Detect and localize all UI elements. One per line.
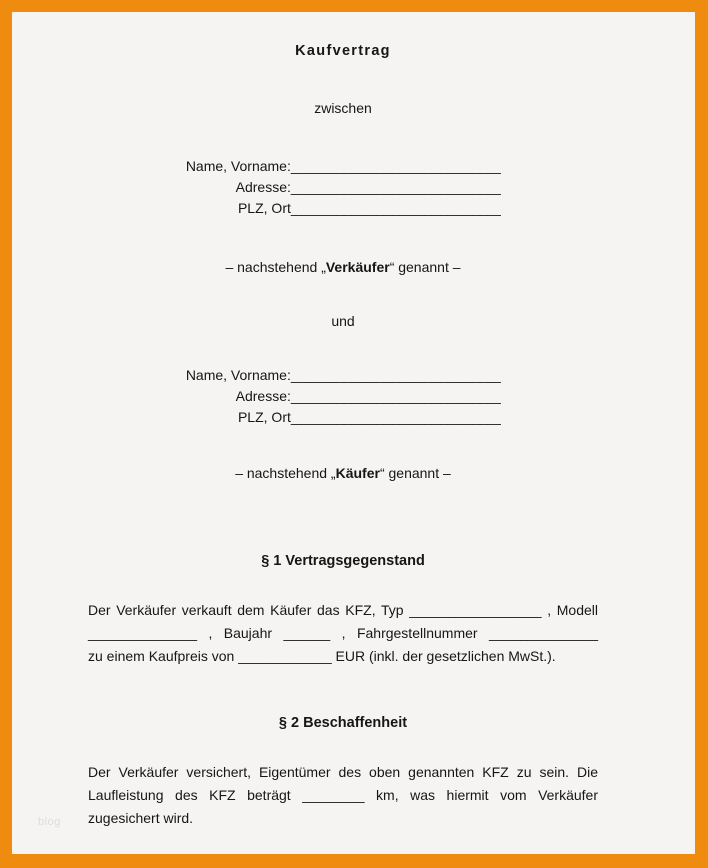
seller-details-block [185, 156, 501, 219]
watermark-text: blog [38, 816, 61, 828]
document-title: Kaufvertrag [295, 43, 391, 59]
seller-designation-term: Verkäufer [325, 259, 390, 275]
section-1-heading: § 1 Vertragsgegenstand [261, 553, 425, 569]
section-2-heading: § 2 Beschaffenheit [278, 715, 408, 731]
buyer-city-label: PLZ, Ort [237, 409, 291, 425]
buyer-designation-post: “ genannt – [379, 465, 451, 481]
seller-address-row [185, 177, 501, 198]
seller-address-blank-line: __________________________ [290, 179, 502, 195]
buyer-address-row [185, 386, 501, 407]
buyer-designation-term: Käufer [335, 465, 380, 481]
buyer-name-blank-line: __________________________ [290, 367, 502, 383]
seller-name-label: Name, Vorname: [185, 158, 291, 174]
buyer-city-blank-line: __________________________ [290, 409, 502, 425]
section-1-line-3: zu einem Kaufpreis von ____________ EUR (inkl. der gesetzlichen MwSt.). [88, 648, 556, 664]
buyer-name-row [185, 365, 501, 386]
section-1-line-2: ______________ , Baujahr ______ , Fahrgestellnummer ______________ [88, 625, 598, 641]
section-2-line-3: zugesichert wird. [88, 810, 194, 826]
seller-city-label: PLZ, Ort [237, 200, 291, 216]
buyer-address-label: Adresse: [235, 388, 291, 404]
contract-content [88, 12, 598, 830]
buyer-details-block [185, 365, 501, 428]
seller-name-row [185, 156, 501, 177]
seller-name-blank-line: __________________________ [290, 158, 502, 174]
seller-designation-pre: – nachstehend „ [225, 259, 326, 275]
buyer-designation [88, 465, 598, 481]
seller-designation-post: “ genannt – [389, 259, 461, 275]
buyer-address-blank-line: __________________________ [290, 388, 502, 404]
section-2-line-1: Der Verkäufer versichert, Eigentümer des oben genannten KFZ zu sein. Die [88, 764, 598, 780]
seller-designation [88, 259, 598, 275]
connector-word: und [331, 313, 355, 329]
seller-city-row [185, 198, 501, 219]
buyer-city-row [185, 407, 501, 428]
seller-city-blank-line: __________________________ [290, 200, 502, 216]
section-2-line-2: Laufleistung des KFZ beträgt ________ km, was hiermit vom Verkäufer [88, 787, 598, 803]
section-1-line-1: Der Verkäufer verkauft dem Käufer das KFZ, Typ _________________ , Modell [88, 602, 598, 618]
section-1-paragraph [88, 599, 598, 668]
buyer-name-label: Name, Vorname: [185, 367, 291, 383]
section-2-paragraph [88, 761, 598, 830]
seller-address-label: Adresse: [235, 179, 291, 195]
intro-word: zwischen [314, 100, 372, 116]
buyer-designation-pre: – nachstehend „ [235, 465, 336, 481]
